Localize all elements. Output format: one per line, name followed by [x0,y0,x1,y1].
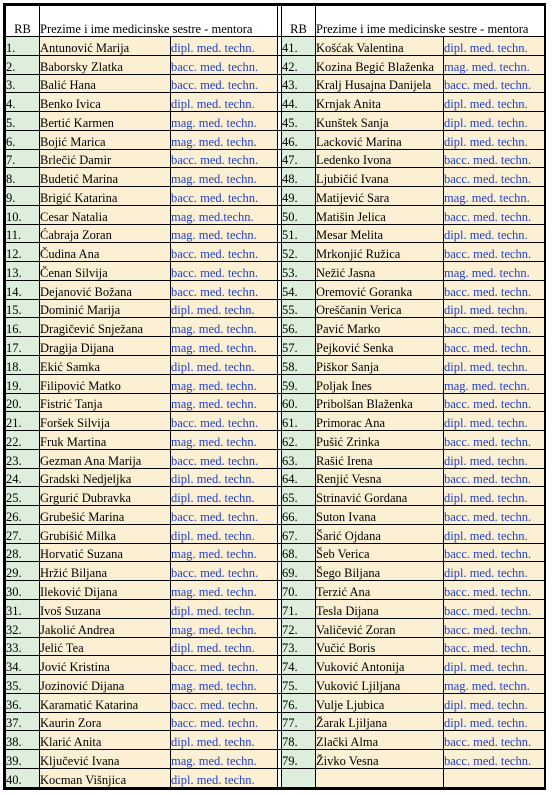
mentor-name: Vulje Ljubica [316,693,444,712]
mentor-title: dipl. med. techn. [171,637,278,656]
rb-number: 60. [282,393,316,412]
mentor-title: dipl. med. techn. [444,224,545,243]
mentor-title: bacc. med. techn. [444,468,545,487]
header-rb-left: RB [6,6,40,37]
mentor-name: Bertić Karmen [40,112,171,131]
mentor-name: Gezman Ana Marija [40,449,171,468]
table-row [6,487,545,506]
mentor-name: Šeb Verica [316,543,444,562]
mentor-name: Čenan Silvija [40,262,171,281]
mentor-title: bacc. med. techn. [444,431,545,450]
table-row [6,337,545,356]
rb-number: 28. [6,543,40,562]
mentor-title: dipl. med. techn. [444,449,545,468]
rb-number: 45. [282,112,316,131]
mentor-name: Oremović Goranka [316,280,444,299]
mentor-name: Ćabraja Zoran [40,224,171,243]
rb-number: 63. [282,449,316,468]
rb-number: 2. [6,55,40,74]
table-row [6,37,545,56]
mentor-name: Matijević Sara [316,187,444,206]
mentor-title: mag. med. techn. [444,55,545,74]
mentor-name: Jelić Tea [40,637,171,656]
mentor-title: dipl. med. techn. [444,712,545,731]
table-row [6,468,545,487]
mentor-name: Hržić Biljana [40,562,171,581]
rb-number: 79. [282,750,316,769]
mentor-title: bacc. med. techn. [444,318,545,337]
mentor-title: bacc. med. techn. [171,280,278,299]
rb-number: 76. [282,693,316,712]
mentor-name: Dragija Dijana [40,337,171,356]
mentor-title: bacc. med. techn. [171,243,278,262]
mentor-title: dipl. med. techn. [444,299,545,318]
mentor-title: mag. med. techn. [171,168,278,187]
table-row [6,187,545,206]
rb-number: 10. [6,205,40,224]
mentor-name: Kunštek Sanja [316,112,444,131]
table-row [6,656,545,675]
table-row [6,562,545,581]
rb-number: 77. [282,712,316,731]
rb-number: 68. [282,543,316,562]
mentor-title: mag. med. techn. [171,224,278,243]
mentor-title: dipl. med. techn. [444,37,545,56]
mentor-name: Žarak Ljiljana [316,712,444,731]
mentor-name: Pušić Zrinka [316,431,444,450]
table-body [6,37,545,788]
mentor-title: bacc. med. techn. [444,750,545,769]
table-row [6,712,545,731]
mentor-title: mag. med. techn. [444,262,545,281]
mentor-name: Jović Kristina [40,656,171,675]
rb-number: 26. [6,506,40,525]
rb-number: 5. [6,112,40,131]
mentor-title: mag. med. techn. [171,130,278,149]
rb-number: 55. [282,299,316,318]
mentor-name: Gradski Nedjeljka [40,468,171,487]
mentor-title: bacc. med. techn. [444,337,545,356]
mentor-title: bacc. med. techn. [171,506,278,525]
table-row [6,224,545,243]
mentor-name: Kocman Višnjica [40,768,171,787]
rb-number: 13. [6,262,40,281]
mentor-name: Oreščanin Verica [316,299,444,318]
mentor-name: Vuković Ljiljana [316,675,444,694]
mentor-title: dipl. med. techn. [171,731,278,750]
mentor-title: mag. med. techn. [171,337,278,356]
rb-number: 47. [282,149,316,168]
mentor-title: mag. med. techn. [444,187,545,206]
mentor-title: bacc. med. techn. [444,618,545,637]
rb-number: 61. [282,412,316,431]
rb-number: 78. [282,731,316,750]
mentor-name: Pribolšan Blaženka [316,393,444,412]
mentor-name: Zlački Alma [316,731,444,750]
rb-number: 65. [282,487,316,506]
table-row [6,262,545,281]
mentor-title: dipl. med. techn. [444,656,545,675]
mentor-name: Brigić Katarina [40,187,171,206]
rb-number: 31. [6,599,40,618]
mentor-table [5,5,545,788]
mentor-name: Fruk Martina [40,431,171,450]
mentor-title: dipl. med. techn. [444,93,545,112]
rb-number: 71. [282,599,316,618]
empty-cell [282,768,316,787]
mentor-name: Krnjak Anita [316,93,444,112]
mentor-title: mag. med. techn. [171,581,278,600]
mentor-title: dipl. med. techn. [444,693,545,712]
mentor-title: dipl. med. techn. [444,356,545,375]
table-row [6,205,545,224]
rb-number: 40. [6,768,40,787]
mentor-name: Dominić Marija [40,299,171,318]
mentor-title: dipl. med. techn. [171,524,278,543]
rb-number: 22. [6,431,40,450]
mentor-name: Kozina Begić Blaženka [316,55,444,74]
mentor-title: mag. med. techn. [171,318,278,337]
rb-number: 49. [282,187,316,206]
mentor-name: Tesla Dijana [316,599,444,618]
mentor-name: Grgurić Dubravka [40,487,171,506]
rb-number: 14. [6,280,40,299]
mentor-title: dipl. med. techn. [171,468,278,487]
rb-number: 44. [282,93,316,112]
table-row [6,431,545,450]
mentor-name: Šarić Ojdana [316,524,444,543]
mentor-name: Kralj Husajna Danijela [316,74,444,93]
table-row [6,599,545,618]
table-row [6,618,545,637]
mentor-name: Antunović Marija [40,37,171,56]
table-row [6,675,545,694]
mentor-title: bacc. med. techn. [171,74,278,93]
mentor-name: Renjić Vesna [316,468,444,487]
mentor-title: dipl. med. techn. [171,299,278,318]
rb-number: 62. [282,431,316,450]
mentor-title: bacc. med. techn. [444,243,545,262]
rb-number: 46. [282,130,316,149]
table-row [6,731,545,750]
table-row [6,93,545,112]
rb-number: 59. [282,374,316,393]
header-row [6,6,545,37]
rb-number: 58. [282,356,316,375]
mentor-title: bacc. med. techn. [171,412,278,431]
rb-number: 53. [282,262,316,281]
mentor-name: Pejković Senka [316,337,444,356]
mentor-name: Balić Hana [40,74,171,93]
mentor-name: Mesar Melita [316,224,444,243]
rb-number: 12. [6,243,40,262]
table-row [6,130,545,149]
table-row [6,149,545,168]
rb-number: 39. [6,750,40,769]
table-row [6,243,545,262]
rb-number: 48. [282,168,316,187]
mentor-title: mag. med. techn. [171,750,278,769]
table-row [6,449,545,468]
mentor-name: Budetić Marina [40,168,171,187]
mentor-name: Valičević Zoran [316,618,444,637]
mentor-name: Mrkonjić Ružica [316,243,444,262]
mentor-title: bacc. med. techn. [171,187,278,206]
mentor-title: bacc. med. techn. [444,731,545,750]
header-name-right: Prezime i ime medicinske sestre - mentora [316,6,545,37]
rb-number: 23. [6,449,40,468]
mentor-title: bacc. med. techn. [171,449,278,468]
rb-number: 24. [6,468,40,487]
mentor-name: Vuković Antonija [316,656,444,675]
mentor-name: Grubešić Marina [40,506,171,525]
table-row [6,412,545,431]
mentor-title: dipl. med. techn. [171,356,278,375]
mentor-name: Piškor Sanja [316,356,444,375]
rb-number: 42. [282,55,316,74]
rb-number: 17. [6,337,40,356]
mentor-name: Foršek Silvija [40,412,171,431]
rb-number: 30. [6,581,40,600]
table-row [6,318,545,337]
rb-number: 50. [282,205,316,224]
mentor-name: Košćak Valentina [316,37,444,56]
rb-number: 56. [282,318,316,337]
mentor-name: Kaurin Zora [40,712,171,731]
rb-number: 41. [282,37,316,56]
rb-number: 35. [6,675,40,694]
mentor-name: Klarić Anita [40,731,171,750]
mentor-title: dipl. med. techn. [444,562,545,581]
mentor-title: bacc. med. techn. [444,581,545,600]
mentor-title: mag. med. techn. [171,374,278,393]
rb-number: 15. [6,299,40,318]
mentor-title: dipl. med. techn. [444,524,545,543]
table-row [6,768,545,787]
rb-number: 36. [6,693,40,712]
mentor-title: bacc. med. techn. [171,562,278,581]
mentor-name: Ledenko Ivona [316,149,444,168]
mentor-title: dipl. med. techn. [444,412,545,431]
mentor-name: Jozinović Dijana [40,675,171,694]
mentor-title: bacc. med. techn. [171,149,278,168]
mentor-name: Pavić Marko [316,318,444,337]
mentor-title: mag. med. techn. [171,431,278,450]
mentor-name: Živko Vesna [316,750,444,769]
rb-number: 70. [282,581,316,600]
rb-number: 4. [6,93,40,112]
mentor-name: Poljak Ines [316,374,444,393]
mentor-title: dipl. med. techn. [444,112,545,131]
header-rb-right: RB [282,6,316,37]
table-row [6,393,545,412]
mentor-title: mag. med. techn. [171,543,278,562]
mentor-name: Ključević Ivana [40,750,171,769]
rb-number: 52. [282,243,316,262]
rb-number: 6. [6,130,40,149]
mentor-title: mag. med. techn. [444,675,545,694]
rb-number: 32. [6,618,40,637]
rb-number: 74. [282,656,316,675]
mentor-name: Horvatić Suzana [40,543,171,562]
rb-number: 66. [282,506,316,525]
rb-number: 37. [6,712,40,731]
mentor-title: mag. med.techn. [171,205,278,224]
table-row [6,168,545,187]
mentor-name: Dragičević Snježana [40,318,171,337]
mentor-title: bacc. med. techn. [171,262,278,281]
rb-number: 69. [282,562,316,581]
mentor-title: bacc. med. techn. [171,656,278,675]
mentor-name: Grubišić Milka [40,524,171,543]
mentor-name: Lacković Marina [316,130,444,149]
mentor-name: Strinavić Gordana [316,487,444,506]
mentor-name: Benko Ivica [40,93,171,112]
mentor-title: bacc. med. techn. [444,149,545,168]
table-row [6,374,545,393]
rb-number: 34. [6,656,40,675]
rb-number: 72. [282,618,316,637]
mentor-title: dipl. med. techn. [171,599,278,618]
mentor-name: Ileković Dijana [40,581,171,600]
mentor-name: Ivoš Suzana [40,599,171,618]
mentor-name: Karamatić Katarina [40,693,171,712]
mentor-title: dipl. med. techn. [444,487,545,506]
empty-cell [316,768,444,787]
rb-number: 51. [282,224,316,243]
rb-number: 3. [6,74,40,93]
mentor-title: mag. med. techn. [171,675,278,694]
mentor-title: bacc. med. techn. [444,280,545,299]
mentor-title: bacc. med. techn. [444,543,545,562]
mentor-name: Nežić Jasna [316,262,444,281]
mentor-table-frame [3,3,546,790]
mentor-name: Bojić Marica [40,130,171,149]
mentor-name: Vučić Boris [316,637,444,656]
mentor-name: Baborsky Zlatka [40,55,171,74]
rb-number: 73. [282,637,316,656]
table-row [6,750,545,769]
mentor-title: bacc. med. techn. [171,712,278,731]
rb-number: 75. [282,675,316,694]
rb-number: 67. [282,524,316,543]
table-row [6,693,545,712]
rb-number: 43. [282,74,316,93]
rb-number: 19. [6,374,40,393]
rb-number: 18. [6,356,40,375]
table-row [6,356,545,375]
mentor-title: bacc. med. techn. [444,506,545,525]
mentor-title: bacc. med. techn. [444,637,545,656]
rb-number: 21. [6,412,40,431]
mentor-name: Ekić Samka [40,356,171,375]
rb-number: 20. [6,393,40,412]
mentor-name: Jakolić Andrea [40,618,171,637]
rb-number: 9. [6,187,40,206]
rb-number: 64. [282,468,316,487]
mentor-name: Matišin Jelica [316,205,444,224]
mentor-title: bacc. med. techn. [444,599,545,618]
mentor-title: bacc. med. techn. [444,168,545,187]
rb-number: 7. [6,149,40,168]
mentor-name: Čudina Ana [40,243,171,262]
mentor-name: Rašić Irena [316,449,444,468]
rb-number: 33. [6,637,40,656]
table-row [6,74,545,93]
rb-number: 38. [6,731,40,750]
table-row [6,637,545,656]
rb-number: 54. [282,280,316,299]
mentor-name: Ljubičić Ivana [316,168,444,187]
rb-number: 29. [6,562,40,581]
mentor-title: dipl. med. techn. [171,37,278,56]
table-row [6,524,545,543]
mentor-name: Suton Ivana [316,506,444,525]
rb-number: 1. [6,37,40,56]
mentor-name: Terzić Ana [316,581,444,600]
rb-number: 11. [6,224,40,243]
mentor-title: dipl. med. techn. [171,487,278,506]
rb-number: 25. [6,487,40,506]
mentor-title: bacc. med. techn. [444,205,545,224]
mentor-name: Filipović Matko [40,374,171,393]
table-row [6,299,545,318]
mentor-name: Brlečić Damir [40,149,171,168]
table-row [6,112,545,131]
mentor-name: Šego Biljana [316,562,444,581]
table-row [6,506,545,525]
mentor-title: bacc. med. techn. [444,393,545,412]
empty-cell [444,768,545,787]
mentor-title: dipl. med. techn. [444,130,545,149]
mentor-title: dipl. med. techn. [171,93,278,112]
mentor-title: mag. med. techn. [171,618,278,637]
mentor-title: mag. med. techn. [171,393,278,412]
mentor-title: bacc. med. techn. [444,74,545,93]
mentor-title: mag. med. techn. [171,112,278,131]
mentor-name: Cesar Natalia [40,205,171,224]
mentor-title: bacc. med. techn. [171,55,278,74]
mentor-name: Primorac Ana [316,412,444,431]
mentor-title: dipl. med. techn. [171,768,278,787]
mentor-name: Fistrić Tanja [40,393,171,412]
mentor-title: mag. med. techn. [444,374,545,393]
table-row [6,55,545,74]
table-row [6,543,545,562]
rb-number: 16. [6,318,40,337]
table-row [6,280,545,299]
rb-number: 8. [6,168,40,187]
rb-number: 57. [282,337,316,356]
mentor-title: bacc. med. techn. [171,693,278,712]
mentor-name: Dejanović Božana [40,280,171,299]
table-row [6,581,545,600]
header-name-left: Prezime i ime medicinske sestre - mentora [40,6,278,37]
rb-number: 27. [6,524,40,543]
